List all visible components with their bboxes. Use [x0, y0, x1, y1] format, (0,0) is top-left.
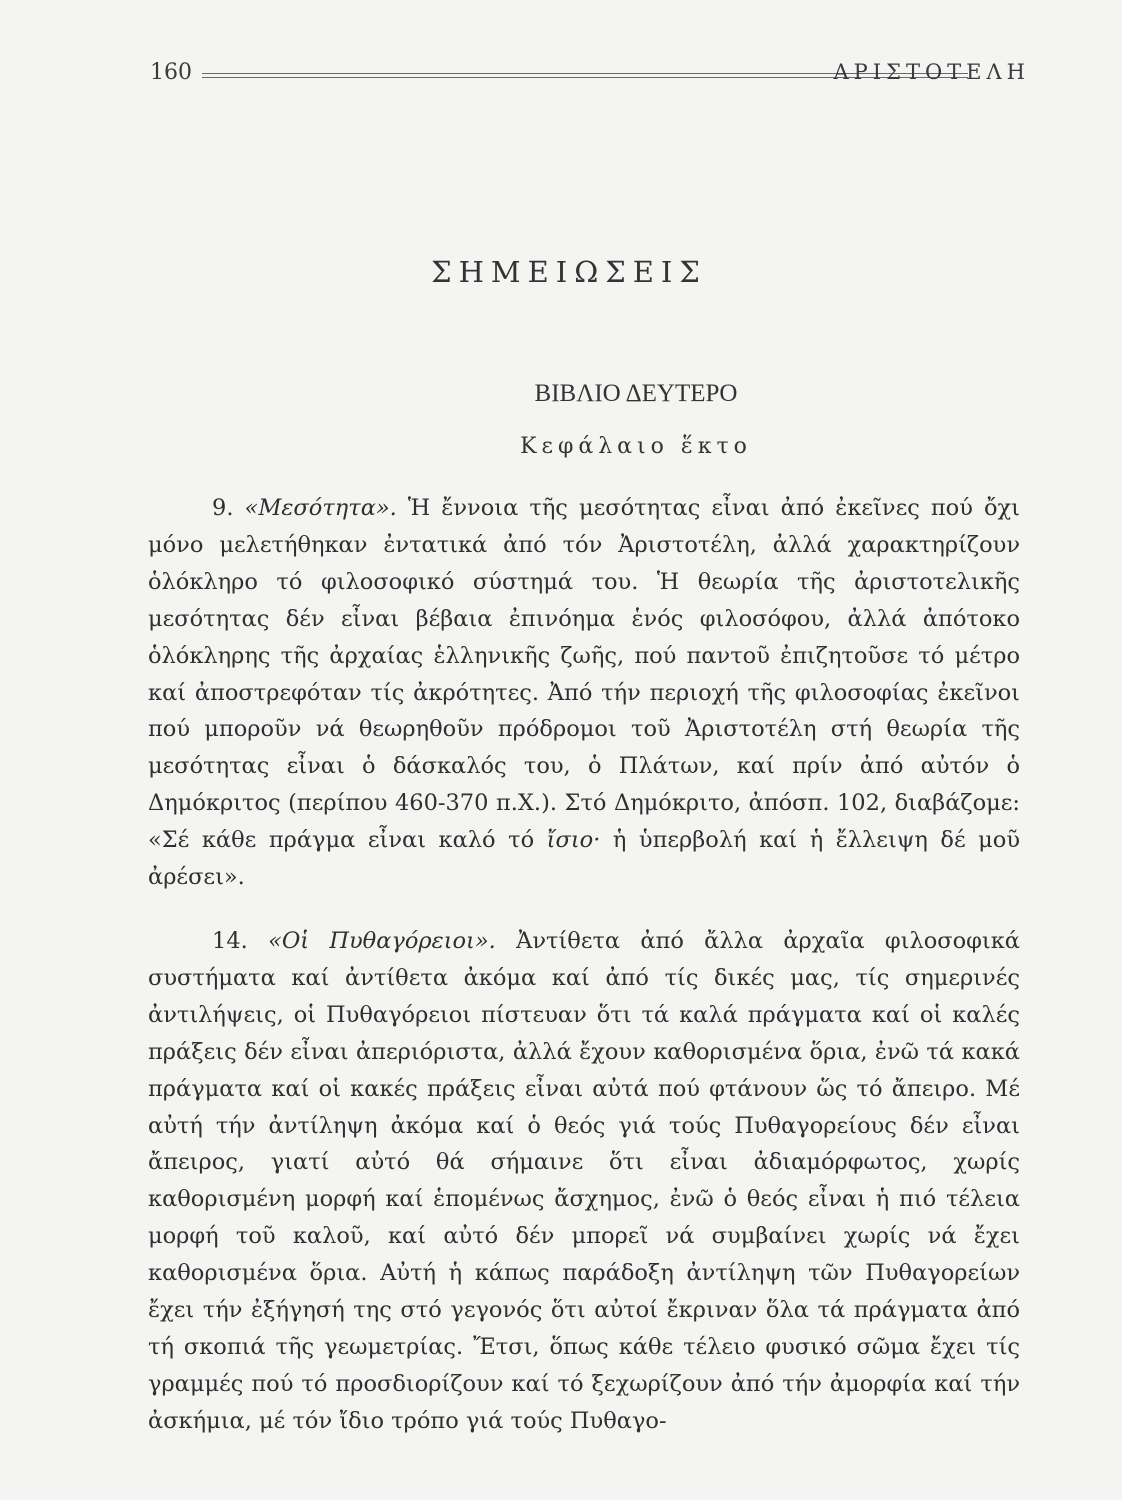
- note-9: [148, 490, 1020, 896]
- running-header: [150, 58, 1030, 94]
- note-text: Ἡ ἔννοια τῆς μεσότητας εἶναι ἀπό ἐκεῖνες πού ὄχι μόνο μελετήθηκαν ἐντατικά ἀπό τόν Ἀριστοτέλη, ἀλλά χαρακτηρίζουν ὁλόκληρο τό φιλοσοφικό σύστημά του. Ἡ θεωρία τῆς ἀριστοτελικῆς μεσότητας δέν εἶναι βέβαια ἐπινόημα ἑνός φιλοσόφου, ἀλλά ἀπότοκο ὁλόκληρης τῆς ἀρχαίας ἑλληνικῆς ζωῆς, πού παντοῦ ἐπιζητοῦσε τό μέτρο καί ἀποστρεφόταν τίς ἀκρότητες. Ἀπό τήν περιοχή τῆς φιλοσοφίας ἐκεῖνοι πού μποροῦν νά θεωρηθοῦν πρόδρομοι τοῦ Ἀριστοτέλη στή θεωρία τῆς μεσότητας εἶναι ὁ δάσκαλός του, ὁ Πλάτων, καί πρίν ἀπό αὐτόν ὁ Δημόκριτος (περίπου 460-370 π.Χ.). Στό Δημόκριτο, ἀπόσπ. 102, διαβάζομε: «Σέ κάθε πράγμα εἶναι καλό τό: [148, 495, 1020, 854]
- note-number: 14.: [212, 927, 248, 954]
- chapter-title: Κεφάλαιο ἕκτο: [520, 434, 752, 459]
- note-term: «Μεσότητα».: [244, 495, 397, 521]
- page-number: 160: [150, 60, 192, 85]
- notes-body: [148, 490, 1020, 1440]
- note-term: «Οἱ Πυθαγόρειοι».: [268, 927, 496, 954]
- note-text-end: ἡ ὑπερβολή καί ἡ ἔλλειψη δέ μοῦ ἀρέσει».: [148, 827, 1020, 891]
- running-title: ΑΡΙΣΤΟΤΕΛΗ: [833, 60, 1030, 84]
- book-title: ΒΙΒΛΙΟ ΔΕΥΤΕΡΟ: [534, 380, 738, 407]
- note-text: Ἀντίθετα ἀπό ἄλλα ἀρχαῖα φιλοσοφικά συστήματα καί ἀντίθετα ἀκόμα καί ἀπό τίς δικές μας, τίς σημερινές ἀντιλήψεις, οἱ Πυθαγόρειοι πίστευαν ὅτι τά καλά πράγματα καί οἱ καλές πράξεις δέν εἶναι ἀπεριόριστα, ἀλλά ἔχουν καθορισμένα ὅρια, ἐνῶ τά κακά πράγματα καί οἱ κακές πράξεις εἶναι αὐτά πού φτάνουν ὥς τό ἄπειρο. Μέ αὐτή τήν ἀντίληψη ἀκόμα καί ὁ θεός γιά τούς Πυθαγορείους δέν εἶναι ἄπειρος, γιατί αὐτό θά σήμαινε ὅτι εἶναι ἀδιαμόρφωτος, χωρίς καθορισμένη μορφή καί ἑπομένως ἄσχημος, ἐνῶ ὁ θεός εἶναι ἡ πιό τέλεια μορφή τοῦ καλοῦ, καί αὐτό δέν μπορεῖ νά συμβαίνει χωρίς νά ἔχει καθορισμένα ὅρια. Αὐτή ἡ κάπως παράδοξη ἀντίληψη τῶν Πυθαγορείων ἔχει τήν ἐξήγησή της στό γεγονός ὅτι αὐτοί ἔκριναν ὅλα τά πράγματα ἀπό τή σκοπιά τῆς γεωμετρίας. Ἔτσι, ὅπως κάθε τέλειο φυσικό σῶμα ἔχει τίς γραμμές πού τό προσδιορίζουν καί τό ξεχωρίζουν ἀπό τήν ἀμορφία καί τήν ἀσκήμια, μέ τόν ἴδιο τρόπο γιά τούς Πυθαγο-: [148, 927, 1020, 1434]
- note-14: [148, 923, 1020, 1440]
- section-title: ΣΗΜΕΙΩΣΕΙΣ: [431, 255, 707, 289]
- note-italic-word: ἴσιο·: [546, 827, 601, 854]
- note-number: 9.: [212, 495, 234, 521]
